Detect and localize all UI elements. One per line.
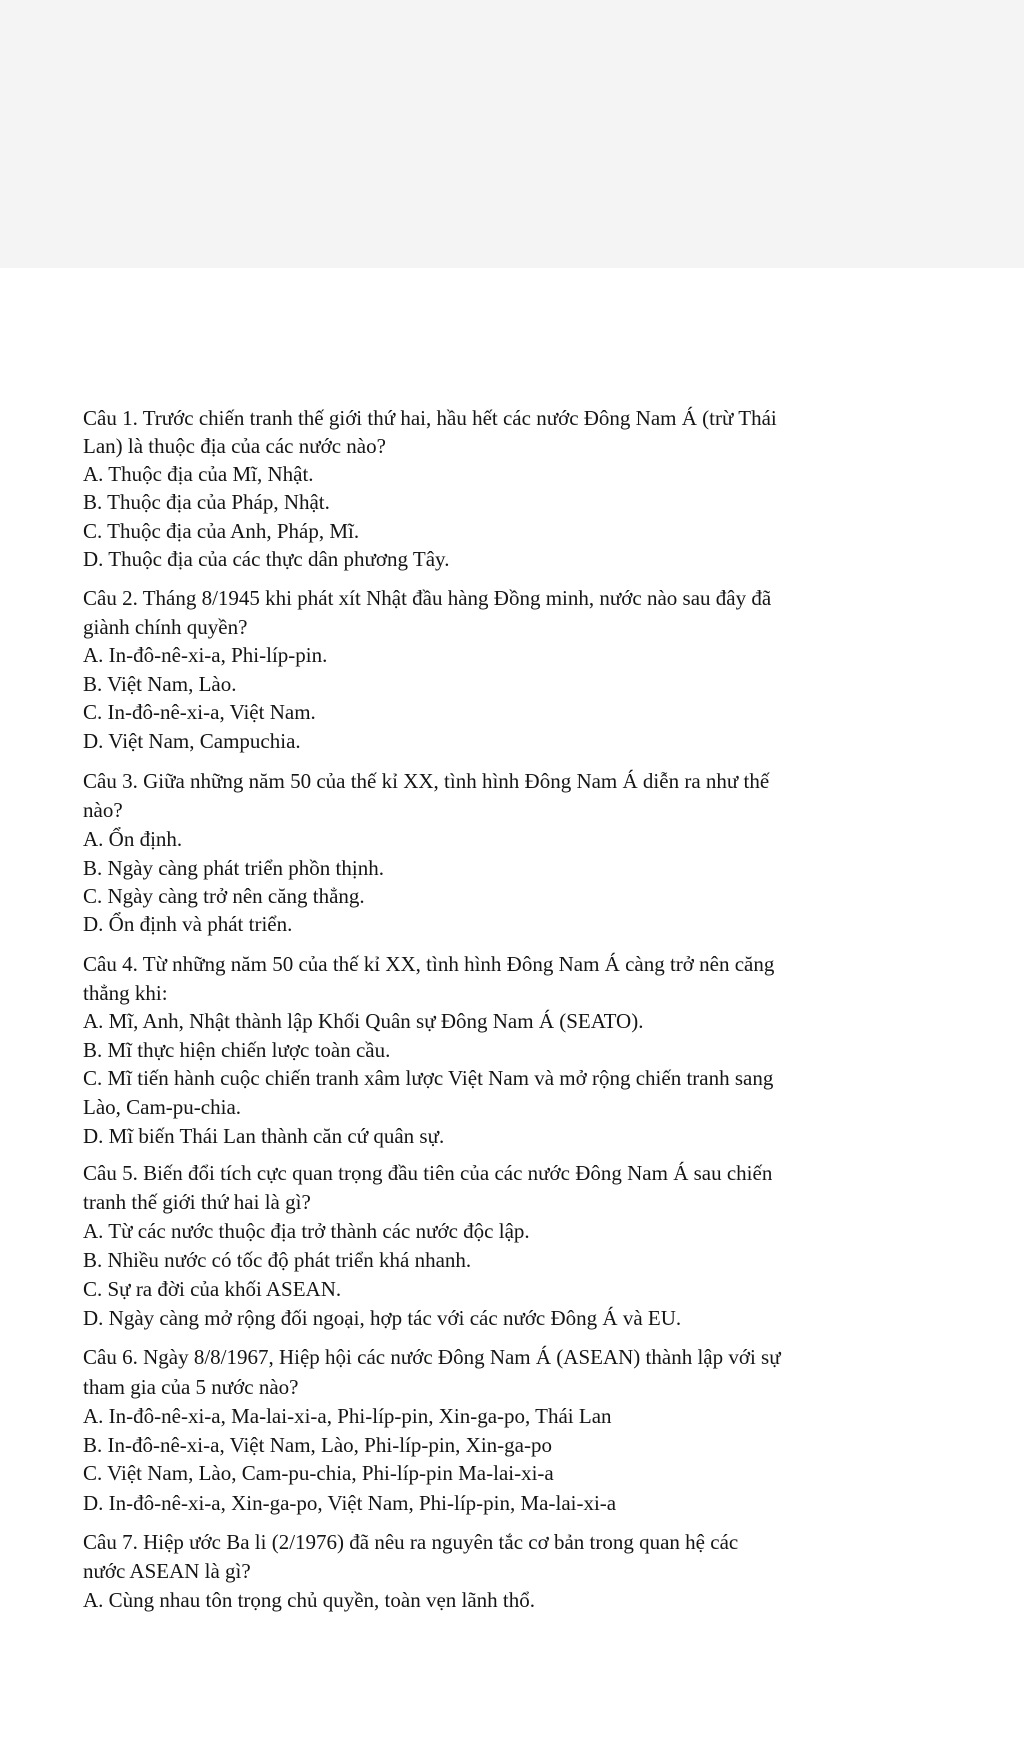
question-2-option-c: C. In-đô-nê-xi-a, Việt Nam.	[83, 700, 316, 724]
question-4-option-a: A. Mĩ, Anh, Nhật thành lập Khối Quân sự Đông Nam Á (SEATO).	[83, 1009, 644, 1033]
question-3-option-b: B. Ngày càng phát triển phồn thịnh.	[83, 856, 384, 880]
question-7-option-a: A. Cùng nhau tôn trọng chủ quyền, toàn vẹn lãnh thổ.	[83, 1588, 536, 1612]
question-5-line-1: Câu 5. Biến đổi tích cực quan trọng đầu tiên của các nước Đông Nam Á sau chiến	[83, 1161, 773, 1185]
question-7-line-1: Câu 7. Hiệp ước Ba li (2/1976) đã nêu ra nguyên tắc cơ bản trong quan hệ các	[83, 1530, 739, 1554]
question-1-option-c: C. Thuộc địa của Anh, Pháp, Mĩ.	[83, 519, 360, 543]
question-1-line-2: Lan) là thuộc địa của các nước nào?	[83, 434, 386, 458]
question-5-option-b: B. Nhiều nước có tốc độ phát triển khá nhanh.	[83, 1248, 472, 1272]
question-6-option-d: D. In-đô-nê-xi-a, Xin-ga-po, Việt Nam, Phi-líp-pin, Ma-lai-xi-a	[83, 1491, 617, 1515]
question-6-line-2: tham gia của 5 nước nào?	[83, 1375, 299, 1399]
question-4-option-c-line-2: Lào, Cam-pu-chia.	[83, 1095, 242, 1119]
question-5-option-c: C. Sự ra đời của khối ASEAN.	[83, 1277, 342, 1301]
question-5-option-d: D. Ngày càng mở rộng đối ngoại, hợp tác với các nước Đông Á và EU.	[83, 1306, 682, 1330]
question-1-line-1: Câu 1. Trước chiến tranh thế giới thứ hai, hầu hết các nước Đông Nam Á (trừ Thái	[83, 406, 777, 430]
question-6-option-c: C. Việt Nam, Lào, Cam-pu-chia, Phi-líp-pin Ma-lai-xi-a	[83, 1461, 554, 1485]
question-5-option-a: A. Từ các nước thuộc địa trở thành các nước độc lập.	[83, 1219, 530, 1243]
question-1-option-d: D. Thuộc địa của các thực dân phương Tây.	[83, 547, 450, 571]
question-4-option-b: B. Mĩ thực hiện chiến lược toàn cầu.	[83, 1038, 391, 1062]
question-2-option-a: A. In-đô-nê-xi-a, Phi-líp-pin.	[83, 643, 328, 667]
question-1-option-a: A. Thuộc địa của Mĩ, Nhật.	[83, 462, 314, 486]
question-6-line-1: Câu 6. Ngày 8/8/1967, Hiệp hội các nước Đông Nam Á (ASEAN) thành lập với sự	[83, 1345, 781, 1369]
question-4-option-d: D. Mĩ biến Thái Lan thành căn cứ quân sự.	[83, 1124, 445, 1148]
question-3-option-a: A. Ổn định.	[83, 827, 183, 851]
question-1-option-b: B. Thuộc địa của Pháp, Nhật.	[83, 490, 330, 514]
question-4-line-2: thẳng khi:	[83, 981, 168, 1005]
question-6-option-b: B. In-đô-nê-xi-a, Việt Nam, Lào, Phi-líp-pin, Xin-ga-po	[83, 1433, 552, 1457]
question-3-line-2: nào?	[83, 798, 123, 822]
question-3-option-c: C. Ngày càng trở nên căng thẳng.	[83, 884, 365, 908]
question-4-line-1: Câu 4. Từ những năm 50 của thế kỉ XX, tình hình Đông Nam Á càng trở nên căng	[83, 952, 775, 976]
question-2-line-2: giành chính quyền?	[83, 615, 248, 639]
question-3-option-d: D. Ổn định và phát triển.	[83, 912, 293, 936]
question-6-option-a: A. In-đô-nê-xi-a, Ma-lai-xi-a, Phi-líp-pin, Xin-ga-po, Thái Lan	[83, 1404, 612, 1428]
question-2-option-b: B. Việt Nam, Lào.	[83, 672, 237, 696]
question-2-option-d: D. Việt Nam, Campuchia.	[83, 729, 301, 753]
question-7-line-2: nước ASEAN là gì?	[83, 1559, 251, 1583]
question-3-line-1: Câu 3. Giữa những năm 50 của thế kỉ XX, tình hình Đông Nam Á diễn ra như thế	[83, 769, 770, 793]
question-2-line-1: Câu 2. Tháng 8/1945 khi phát xít Nhật đầu hàng Đồng minh, nước nào sau đây đã	[83, 586, 772, 610]
question-5-line-2: tranh thế giới thứ hai là gì?	[83, 1190, 311, 1214]
question-4-option-c-line-1: C. Mĩ tiến hành cuộc chiến tranh xâm lược Việt Nam và mở rộng chiến tranh sang	[83, 1066, 774, 1090]
